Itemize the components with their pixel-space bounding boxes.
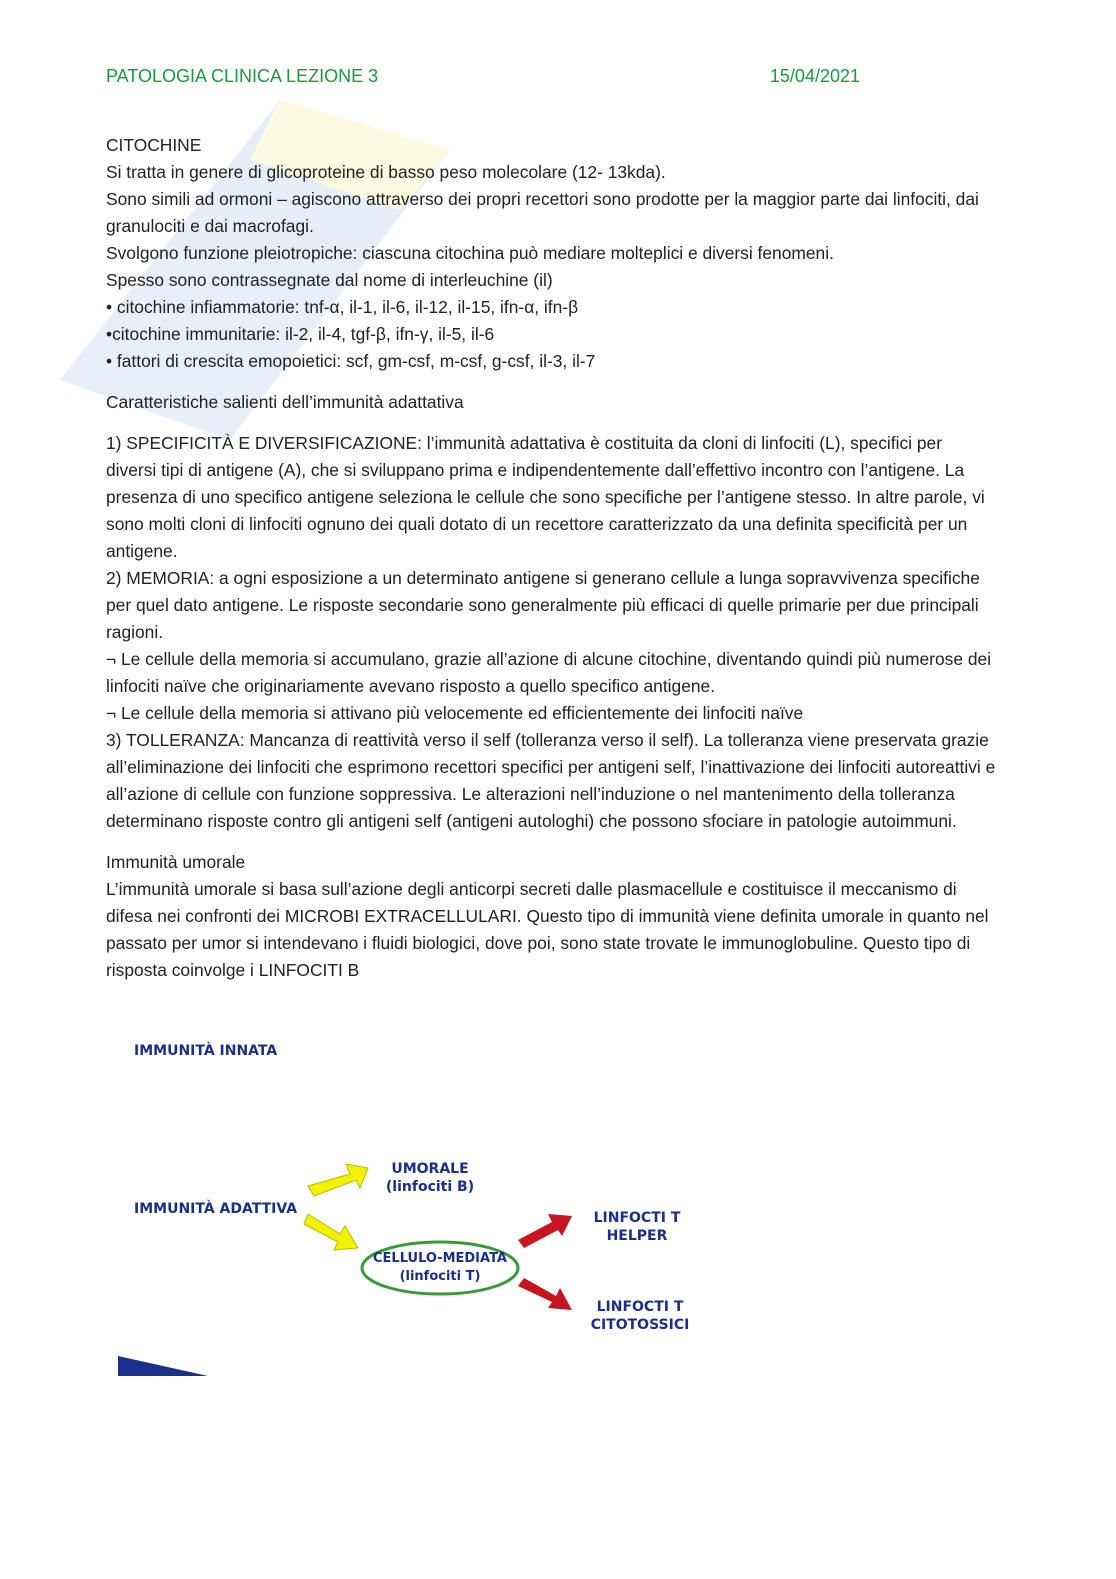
red-arrow-up-icon <box>518 1214 572 1248</box>
citochine-heading: CITOCHINE <box>106 135 202 155</box>
diagram-helper <box>582 1209 692 1245</box>
helper-sublabel: HELPER <box>606 1228 668 1244</box>
umorale-label: UMORALE <box>391 1161 469 1177</box>
red-arrow-down-icon <box>518 1278 572 1310</box>
memoria-point-2: ¬ Le cellule della memoria si attivano più velocemente ed efficientemente dei linfociti naïve <box>106 703 804 723</box>
caratteristiche-specificita: 1) SPECIFICITÀ E DIVERSIFICAZIONE: l’immunità adattativa è costituita da cloni di linfociti (L), specifici per diversi tipi di antigene (A), che si sviluppano prima e indipendentemente dall’effettivo incontro con l’antigene. La presenza di uno specifico antigene seleziona le cellule che sono specifiche per l’antigene stesso. In altre parole, vi sono molti cloni di linfociti ognuno dei quali dotato di un recettore caratterizzato da una definita specificità per un antigene. <box>106 433 985 561</box>
citochine-bullet-3: • fattori di crescita emopoietici: scf, gm-csf, m-csf, g-csf, il-3, il-7 <box>106 351 596 371</box>
umorale-sublabel: (linfociti B) <box>385 1179 475 1195</box>
citochine-line-1: Si tratta in genere di glicoproteine di basso peso molecolare (12- 13kda). <box>106 162 666 182</box>
cellulo-label: CELLULO-MEDIATA <box>372 1251 507 1266</box>
yellow-arrow-down-icon <box>304 1214 358 1250</box>
document-body <box>106 132 996 984</box>
diagram-adattiva: IMMUNITÀ ADATTIVA <box>134 1201 298 1217</box>
memoria-point-1: ¬ Le cellule della memoria si accumulano, grazie all’azione di alcune citochine, diventando quindi più numerose dei linfociti naïve che originariamente avevano risposto a quello specifico antigene. <box>106 649 992 696</box>
corner-shape <box>118 1356 208 1376</box>
citochine-line-4: Spesso sono contrassegnate dal nome di interleuchine (il) <box>106 270 553 290</box>
diagram-citotossici <box>582 1298 698 1334</box>
citochine-bullet-1: • citochine infiammatorie: tnf-α, il-1, il-6, il-12, il-15, ifn-α, ifn-β <box>106 297 579 317</box>
yellow-arrow-up-icon <box>308 1164 368 1196</box>
cellulo-sublabel: (linfociti T) <box>399 1269 481 1284</box>
caratteristiche-memoria: 2) MEMORIA: a ogni esposizione a un determinato antigene si generano cellule a lunga sopravvivenza specifiche per quel dato antigene. Le risposte secondarie sono generalmente più efficaci di quelle primarie per due principali ragioni. <box>106 568 980 642</box>
citochine-line-3: Svolgono funzione pleiotropiche: ciascuna citochina può mediare molteplici e diversi fenomeni. <box>106 243 834 263</box>
caratteristiche-tolleranza: 3) TOLLERANZA: Mancanza di reattività verso il self (tolleranza verso il self). La tolleranza viene preservata grazie all’eliminazione dei linfociti che esprimono recettori specifici per antigeni self, l’inattivazione dei linfociti autoreattivi e all’azione di cellule con funzione soppressiva. Le alterazioni nell’induzione o nel mantenimento della tolleranza determinano risposte contro gli antigeni self (antigeni autologhi) che possono sfociare in patologie autoimmuni. <box>106 730 996 831</box>
diagram-umorale <box>380 1160 480 1196</box>
cito-sublabel: CITOTOSSICI <box>590 1317 690 1333</box>
citochine-line-2: Sono simili ad ormoni – agiscono attraverso dei propri recettori sono prodotte per la maggior parte dai linfociti, dai granulociti e dai macrofagi. <box>106 189 979 236</box>
citochine-bullet-2: •citochine immunitarie: il-2, il-4, tgf-β, ifn-γ, il-5, il-6 <box>106 324 495 344</box>
helper-label: LINFOCTI T <box>593 1210 681 1226</box>
umorale-text: L’immunità umorale si basa sull’azione degli anticorpi secreti dalle plasmacellule e costituisce il meccanismo di difesa nei confronti dei MICROBI EXTRACELLULARI. Questo tipo di immunità viene definita umorale in quanto nel passato per umor si intendevano i fluidi biologici, dove poi, sono state trovate le immunoglobuline. Questo tipo di risposta coinvolge i LINFOCITI B <box>106 879 989 980</box>
cito-label: LINFOCTI T <box>596 1299 684 1315</box>
immunity-diagram <box>118 1034 718 1384</box>
header-date: 15/04/2021 <box>769 66 860 86</box>
diagram-cellulo <box>360 1250 520 1286</box>
diagram-innata: IMMUNITÀ INNATA <box>134 1043 278 1059</box>
umorale-heading: Immunità umorale <box>106 852 246 872</box>
header-title: PATOLOGIA CLINICA LEZIONE 3 <box>106 66 379 86</box>
page-header <box>106 66 860 87</box>
caratteristiche-heading: Caratteristiche salienti dell’immunità adattativa <box>106 392 464 412</box>
